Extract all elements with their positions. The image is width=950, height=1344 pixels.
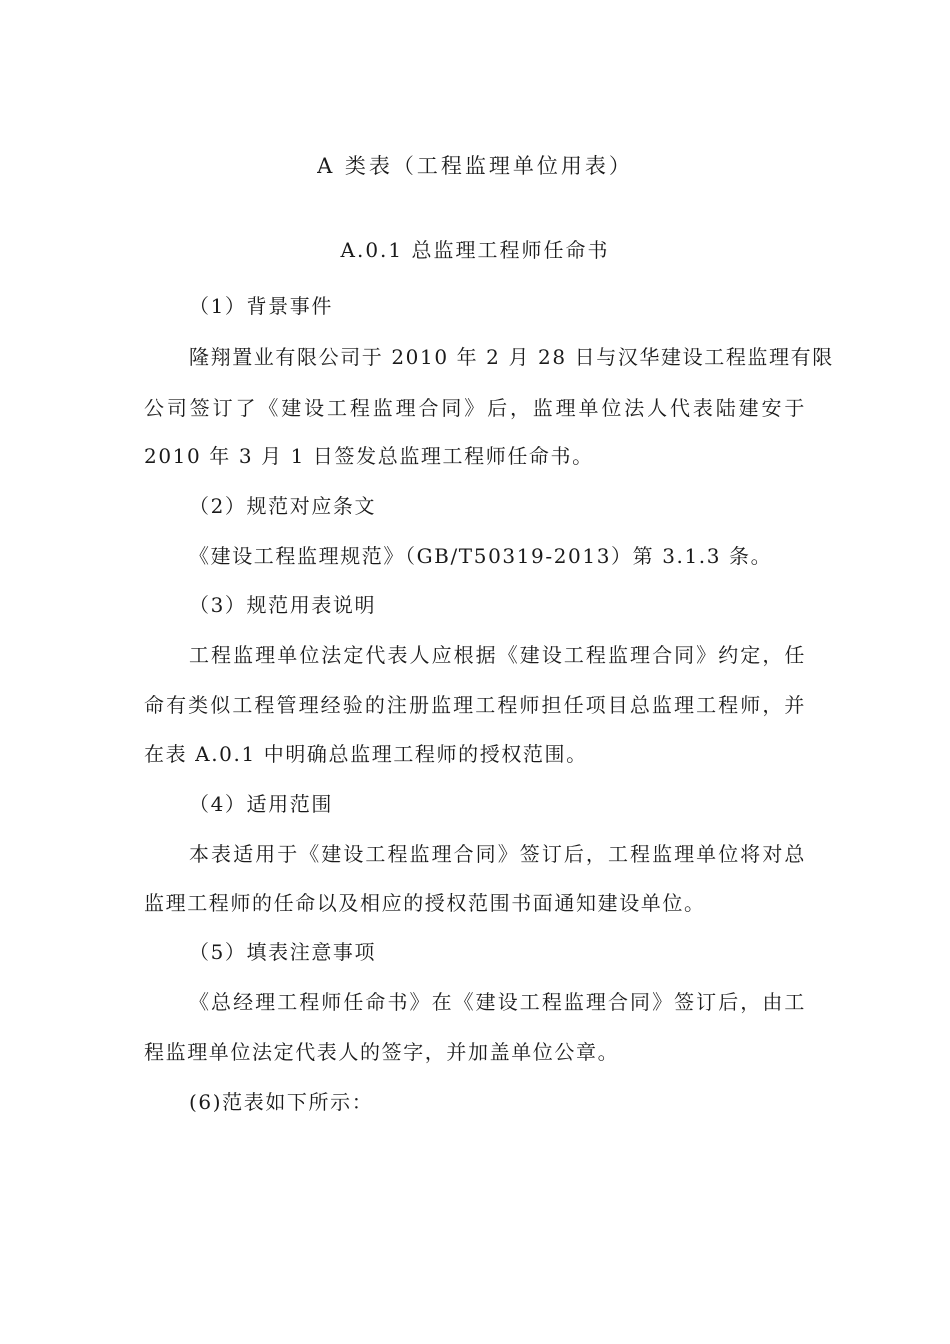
- section-heading-2: （2）规范对应条文: [189, 494, 377, 518]
- paragraph-line: 本表适用于《建设工程监理合同》签订后，工程监理单位将对总: [189, 842, 806, 866]
- section-heading-4: （4）适用范围: [189, 792, 333, 816]
- paragraph-line: 《建设工程监理规范》（GB/T50319-2013）第 3.1.3 条。: [189, 544, 773, 568]
- section-title: A.0.1 总监理工程师任命书: [340, 238, 610, 262]
- paragraph-line: 隆翔置业有限公司于 2010 年 2 月 28 日与汉华建设工程监理有限: [189, 345, 834, 369]
- paragraph-line: 程监理单位法定代表人的签字，并加盖单位公章。: [144, 1040, 620, 1064]
- section-heading-1: （1）背景事件: [189, 294, 333, 318]
- closing-line: (6)范表如下所示：: [189, 1090, 374, 1114]
- section-heading-5: （5）填表注意事项: [189, 940, 377, 964]
- section-heading-3: （3）规范用表说明: [189, 593, 377, 617]
- paragraph-line: 在表 A.0.1 中明确总监理工程师的授权范围。: [144, 742, 588, 766]
- paragraph-line: 命有类似工程管理经验的注册监理工程师担任项目总监理工程师，并: [144, 693, 806, 717]
- paragraph-line: 公司签订了《建设工程监理合同》后，监理单位法人代表陆建安于: [144, 396, 806, 420]
- paragraph-line: 监理工程师的任命以及相应的授权范围书面通知建设单位。: [144, 891, 706, 915]
- document-title: A 类表（工程监理单位用表）: [317, 154, 633, 178]
- paragraph-line: 《总经理工程师任命书》在《建设工程监理合同》签订后，由工: [189, 990, 806, 1014]
- paragraph-line: 2010 年 3 月 1 日签发总监理工程师任命书。: [144, 444, 594, 468]
- paragraph-line: 工程监理单位法定代表人应根据《建设工程监理合同》约定，任: [189, 643, 806, 667]
